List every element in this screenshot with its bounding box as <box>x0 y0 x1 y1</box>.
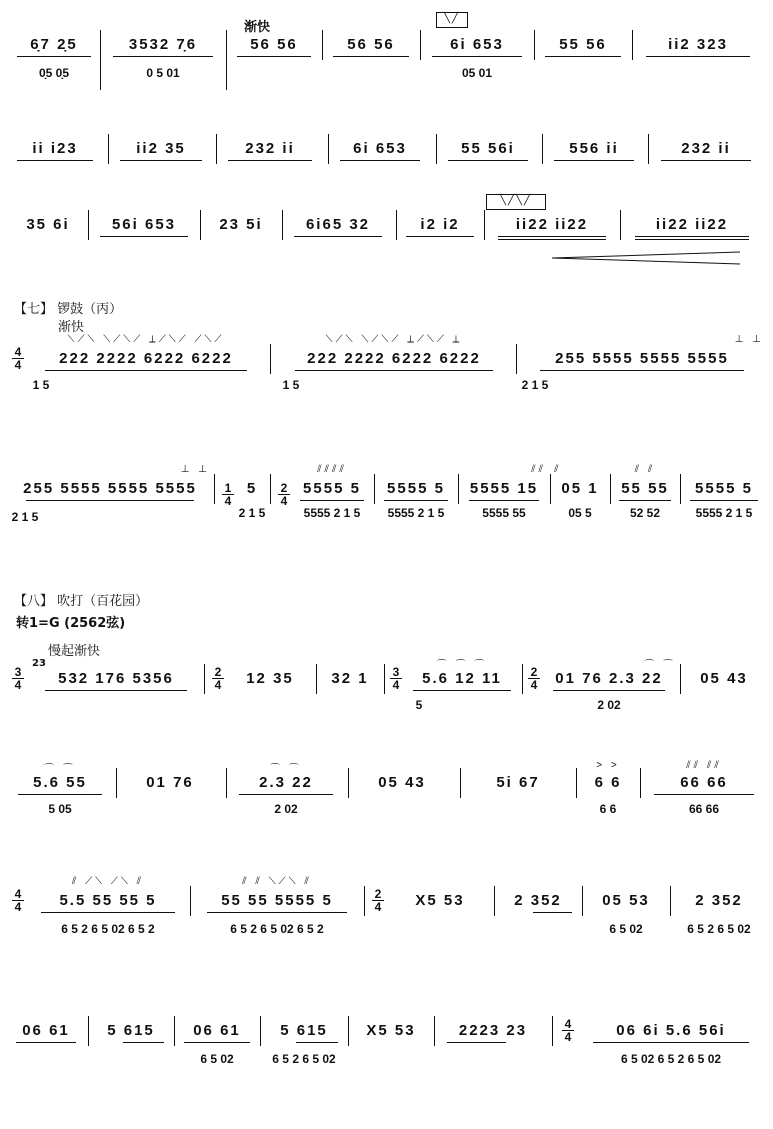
beam <box>654 794 755 795</box>
bass-line: 0 5 01 <box>146 66 180 80</box>
barline <box>610 474 611 504</box>
note-line: 5.5 55 55 5 <box>59 892 157 909</box>
bass-line: 5 <box>415 698 423 712</box>
measure <box>230 760 342 850</box>
system-8 <box>0 876 773 986</box>
measure <box>26 330 266 440</box>
articulation-marks: ⟍⟋⟍ ⟍⟋⟍⟋ ⊥⟋⟍⟋ ⟋⟍⟋ <box>67 334 225 345</box>
note-line: 6i 653 <box>353 140 407 157</box>
barline <box>316 664 317 694</box>
measure <box>440 120 536 180</box>
note-line: 55 56 <box>559 36 607 53</box>
system-2 <box>0 120 773 180</box>
measure <box>10 190 86 270</box>
note-line: 222 2222 6222 6222 <box>307 350 481 367</box>
beam <box>300 500 364 501</box>
measure <box>320 656 380 746</box>
barline <box>226 30 227 90</box>
beam <box>16 1042 77 1043</box>
time-signature: 2 4 <box>278 482 290 507</box>
note-line: X5 53 <box>366 1022 416 1039</box>
bracket-box: ╲╱╲╱ <box>486 194 546 210</box>
note-line: 35 6i <box>26 216 70 233</box>
measure <box>10 120 100 180</box>
articulation-marks: ⌒ ⌒ <box>44 764 76 775</box>
note-line: 56i 653 <box>111 216 177 233</box>
measure <box>644 760 764 850</box>
articulation-marks: ⌒ ⌒ <box>644 660 676 671</box>
note-line: 06 61 <box>22 1022 70 1039</box>
bracket-box: ╲╱ <box>436 12 468 28</box>
bass-line: 6 5 2 6 5 02 6 5 2 <box>230 922 324 936</box>
beam <box>554 160 635 161</box>
system-7 <box>0 760 773 850</box>
note-line: 6 6 <box>594 774 622 791</box>
bass-line: 05 5 <box>568 506 592 520</box>
measure <box>636 0 760 115</box>
note-line: 32 1 <box>331 670 369 687</box>
system-6 <box>0 656 773 746</box>
barline <box>522 664 523 694</box>
note-line: 5i 67 <box>496 774 540 791</box>
note-line: 556 ii <box>569 140 619 157</box>
note-line: 5 615 <box>280 1022 328 1039</box>
barline <box>226 768 227 798</box>
time-signature: 3 4 <box>390 666 402 691</box>
barline <box>484 210 485 240</box>
barline <box>396 210 397 240</box>
beam <box>26 500 194 501</box>
note-line: ii2 323 <box>668 36 728 53</box>
barline <box>322 30 323 60</box>
note-line: ii i23 <box>32 140 78 157</box>
note-line: ii22 ii22 <box>655 216 729 233</box>
articulation-marks: ⌒ ⌒ ⌒ <box>436 660 488 671</box>
measure <box>652 120 760 180</box>
beam <box>690 500 757 501</box>
barline <box>348 768 349 798</box>
barline <box>214 474 215 504</box>
measure <box>684 460 764 570</box>
barline <box>632 30 633 60</box>
note-line: 232 ii <box>681 140 731 157</box>
measure <box>424 0 530 115</box>
measure <box>388 876 492 986</box>
barline <box>458 474 459 504</box>
barline <box>216 134 217 164</box>
measure <box>464 760 572 850</box>
note-line: 66 66 <box>680 774 728 791</box>
measure <box>546 120 642 180</box>
measure <box>10 460 210 570</box>
tempo-mark: 渐快 <box>58 320 85 335</box>
tempo-mark: 渐快 <box>244 20 271 35</box>
barline <box>648 134 649 164</box>
time-signature: 1 4 <box>222 482 234 507</box>
beam <box>540 370 745 371</box>
measure <box>294 460 370 570</box>
measure <box>580 760 636 850</box>
note-line: 5.6 12 11 <box>422 670 502 687</box>
beam <box>123 1042 164 1043</box>
note-line: ii2 35 <box>136 140 186 157</box>
bass-line: 2 02 <box>274 802 298 816</box>
beam <box>45 690 186 691</box>
barline <box>88 210 89 240</box>
barline <box>550 474 551 504</box>
bass-line: 5555 2 1 5 <box>695 506 753 520</box>
barline <box>542 134 543 164</box>
bass-line: 2 1 5 <box>521 378 549 392</box>
beam <box>646 56 750 57</box>
measure <box>404 656 520 746</box>
barline <box>436 134 437 164</box>
measure <box>204 190 278 270</box>
time-signature: 4 4 <box>562 1018 574 1043</box>
beam <box>635 236 749 237</box>
beam <box>45 370 247 371</box>
barline <box>582 886 583 916</box>
barline <box>576 768 577 798</box>
barline <box>670 886 671 916</box>
beam <box>295 370 493 371</box>
note-line: 232 ii <box>245 140 295 157</box>
note-line: 2 352 <box>514 892 562 909</box>
bass-line: 05 01 <box>461 66 493 80</box>
barline <box>270 474 271 504</box>
barline <box>190 886 191 916</box>
barline <box>460 768 461 798</box>
beam <box>498 239 606 240</box>
beam <box>498 236 606 237</box>
note-line: 6̣7 2̣5 <box>30 36 78 53</box>
measure <box>352 760 452 850</box>
grace-note: 23 <box>32 658 46 669</box>
barline <box>260 1016 261 1046</box>
bass-line: 1 5 <box>32 378 50 392</box>
beam <box>661 160 752 161</box>
beam <box>533 912 571 913</box>
measure <box>542 656 676 746</box>
measure <box>238 460 266 570</box>
note-line: X5 53 <box>415 892 465 909</box>
barline <box>516 344 517 374</box>
beam <box>100 236 187 237</box>
barline <box>620 210 621 240</box>
note-line: 532 176 5356 <box>58 670 174 687</box>
beam <box>333 56 409 57</box>
note-line: 06 6i 5.6 56i <box>616 1022 726 1039</box>
measure <box>498 876 578 986</box>
note-line: 5 <box>246 480 258 497</box>
barline <box>534 30 535 60</box>
beam <box>432 56 521 57</box>
measure <box>112 120 210 180</box>
note-line: 01 76 <box>146 774 194 791</box>
system-3 <box>0 190 773 270</box>
note-line: 55 56i <box>461 140 515 157</box>
barline <box>108 134 109 164</box>
barline <box>384 664 385 694</box>
measure <box>352 1006 430 1126</box>
beam <box>384 500 448 501</box>
barline <box>640 768 641 798</box>
time-signature: 2 4 <box>212 666 224 691</box>
measure <box>332 120 428 180</box>
measure <box>578 1006 764 1126</box>
articulation-marks: ⊥ ⊥ <box>180 464 210 475</box>
bass-line: 6 5 2 6 5 02 <box>272 1052 336 1066</box>
beam <box>120 160 202 161</box>
barline <box>200 210 201 240</box>
note-line: 01 76 2.3 22 <box>555 670 663 687</box>
measure <box>326 0 416 115</box>
bass-line: 2 02 <box>597 698 621 712</box>
beam <box>41 912 175 913</box>
measure <box>28 876 188 986</box>
measure <box>10 1006 82 1126</box>
note-line: 06 61 <box>193 1022 241 1039</box>
beam <box>17 160 93 161</box>
measure <box>554 460 606 570</box>
key-signature: 转1=G (2562弦) <box>16 616 126 631</box>
beam <box>406 236 473 237</box>
note-line: 255 5555 5555 5555 <box>23 480 197 497</box>
note-line: 6i65 32 <box>305 216 371 233</box>
barline <box>680 474 681 504</box>
bass-line: 2 1 5 <box>11 510 39 524</box>
measure <box>674 876 764 986</box>
beam <box>239 794 333 795</box>
bass-line: 6 5 02 6 5 2 6 5 02 <box>620 1052 722 1066</box>
note-line: 56 56 <box>347 36 395 53</box>
note-line: 5555 5 <box>303 480 361 497</box>
bass-line: 6 5 02 <box>200 1052 234 1066</box>
section-label: 【八】 吹打（百花园） <box>14 594 149 609</box>
barline <box>174 1016 175 1046</box>
bass-line: 5555 2 1 5 <box>303 506 361 520</box>
note-line: 05 43 <box>700 670 748 687</box>
measure <box>538 0 628 115</box>
note-line: 55 55 <box>621 480 669 497</box>
bass-line: 5555 55 <box>482 506 526 520</box>
measure <box>614 460 676 570</box>
note-line: 5555 5 <box>695 480 753 497</box>
note-line: 2223 23 <box>458 1022 528 1039</box>
bass-line: 6 5 2 6 5 02 <box>687 922 751 936</box>
bass-line: 66 66 <box>688 802 720 816</box>
barline <box>374 474 375 504</box>
barline <box>328 134 329 164</box>
bass-line: 2 1 5 <box>238 506 266 520</box>
time-signature: 2 4 <box>372 888 384 913</box>
note-line: 05 1 <box>561 480 599 497</box>
barline <box>348 1016 349 1046</box>
note-line: 23 5i <box>219 216 263 233</box>
note-line: 3532 7̣6 <box>128 36 198 53</box>
articulation-marks: ⫽ <box>554 464 562 475</box>
bass-line: 6 6 <box>599 802 617 816</box>
beam <box>228 160 312 161</box>
measure <box>178 1006 256 1126</box>
barline <box>420 30 421 60</box>
barline <box>282 210 283 240</box>
measure <box>104 0 222 115</box>
measure <box>220 120 320 180</box>
barline <box>270 344 271 374</box>
articulation-marks: ⫽⫽ <box>531 464 546 475</box>
time-signature: 4 4 <box>12 346 24 371</box>
articulation-marks: ⊥ ⊥ <box>734 334 764 345</box>
barline <box>552 1016 553 1046</box>
measure <box>10 0 98 115</box>
beam <box>17 56 91 57</box>
beam <box>113 56 212 57</box>
beam <box>207 912 346 913</box>
measure <box>120 760 220 850</box>
note-line: ii22 ii22 <box>515 216 589 233</box>
beam <box>296 1042 338 1043</box>
barline <box>116 768 117 798</box>
note-line: 255 5555 5555 5555 <box>555 350 729 367</box>
measure <box>684 656 764 746</box>
note-line: 5555 5 <box>387 480 445 497</box>
beam <box>635 239 749 240</box>
measure <box>92 190 196 270</box>
barline <box>434 1016 435 1046</box>
measure <box>92 1006 170 1126</box>
tempo-mark: 慢起渐快 <box>48 644 101 659</box>
beam <box>619 500 671 501</box>
time-signature: 2 4 <box>528 666 540 691</box>
note-line: 222 2222 6222 6222 <box>59 350 233 367</box>
measure <box>400 190 480 270</box>
articulation-marks: ⌒ ⌒ <box>270 764 302 775</box>
note-line: 5.6 55 <box>33 774 87 791</box>
measure <box>520 330 764 440</box>
bass-line: 52 52 <box>629 506 661 520</box>
beam <box>545 56 621 57</box>
bass-line: 6 5 2 6 5 02 6 5 2 <box>61 922 155 936</box>
bass-line: 0̣5 0̣5 <box>38 66 70 80</box>
beam <box>469 500 540 501</box>
note-line: 2 352 <box>695 892 743 909</box>
time-signature: 3 4 <box>12 666 24 691</box>
articulation-marks: ⟍⟋⟍ ⟍⟋⟍⟋ ⊥⟋⟍⟋ ⊥ <box>325 334 463 345</box>
measure <box>378 460 454 570</box>
system-9 <box>0 1006 773 1126</box>
section-label: 【七】 锣鼓（丙） <box>14 302 123 317</box>
measure <box>228 656 312 746</box>
note-line: 56 56 <box>250 36 298 53</box>
bass-line: 1 5 <box>282 378 300 392</box>
barline <box>100 30 101 90</box>
system-5 <box>0 460 773 570</box>
beam <box>413 690 510 691</box>
measure <box>194 876 360 986</box>
time-signature: 4 4 <box>12 888 24 913</box>
note-line: 12 35 <box>246 670 294 687</box>
note-line: 05 53 <box>602 892 650 909</box>
measure <box>286 190 390 270</box>
measure <box>10 760 110 850</box>
measure <box>462 460 546 570</box>
measure <box>438 1006 548 1126</box>
note-line: 05 43 <box>378 774 426 791</box>
measure <box>230 0 318 115</box>
beam <box>448 160 529 161</box>
note-line: 5555 15 <box>469 480 539 497</box>
beam <box>340 160 421 161</box>
system-1 <box>0 0 773 115</box>
beam <box>447 1042 506 1043</box>
articulation-marks: ⫽ ⫽ <box>634 464 656 475</box>
measure <box>32 656 200 746</box>
note-line: 5 615 <box>107 1022 155 1039</box>
decrescendo-hairpin <box>552 250 742 266</box>
barline <box>680 664 681 694</box>
articulation-marks: > > <box>596 760 620 771</box>
articulation-marks: ⫽⫽ ⫽⫽ <box>686 760 722 771</box>
beam <box>18 794 102 795</box>
articulation-marks: ⫽ ⟋⟍ ⟋⟍ ⫽ <box>71 876 145 887</box>
measure <box>586 876 666 986</box>
barline <box>204 664 205 694</box>
barline <box>88 1016 89 1046</box>
note-line: 6i 653 <box>450 36 504 53</box>
system-4 <box>0 330 773 440</box>
barline <box>494 886 495 916</box>
bass-line: 5 05 <box>48 802 72 816</box>
beam <box>553 690 666 691</box>
articulation-marks: ⫽ ⫽ ⟍⟋⟍ ⫽ <box>242 876 312 887</box>
note-line: 55 55 5555 5 <box>221 892 333 909</box>
beam <box>184 1042 250 1043</box>
bass-line: 5555 2 1 5 <box>387 506 445 520</box>
beam <box>294 236 381 237</box>
measure <box>264 1006 344 1126</box>
barline <box>364 886 365 916</box>
note-line: 2.3 22 <box>259 774 313 791</box>
measure <box>276 330 512 440</box>
articulation-marks: ⫽⫽⫽⫽ <box>317 464 347 475</box>
bass-line: 6 5 02 <box>609 922 643 936</box>
note-line: i2 i2 <box>420 216 460 233</box>
beam <box>237 56 311 57</box>
beam <box>593 1042 749 1043</box>
